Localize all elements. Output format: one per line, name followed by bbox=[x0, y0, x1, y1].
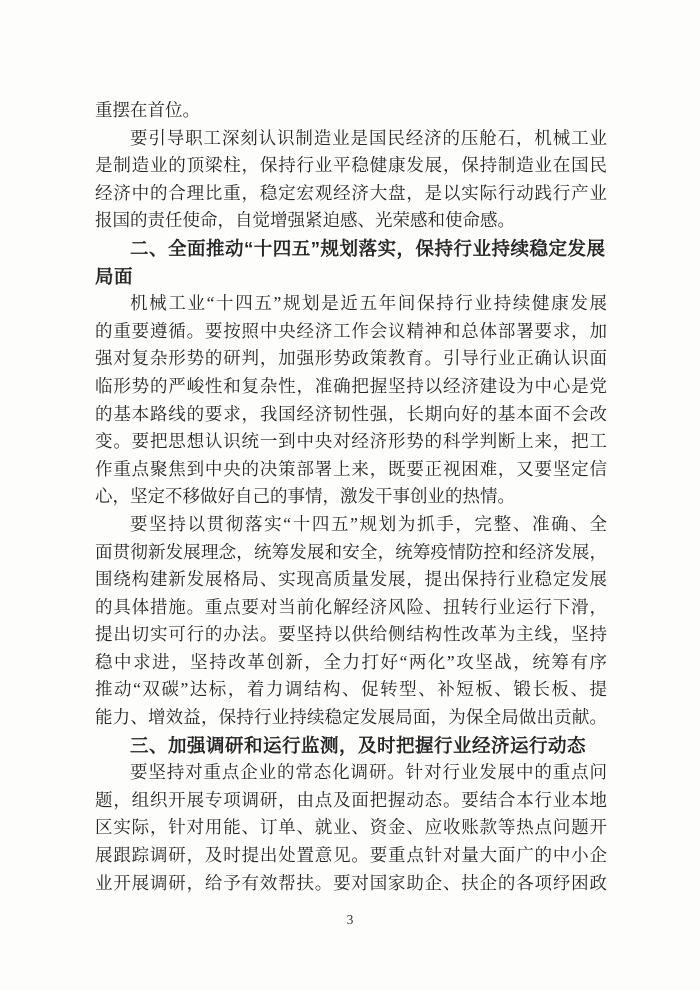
body-text-line: 围绕构建新发展格局、实现高质量发展，提出保持行业稳定发展 bbox=[95, 569, 607, 590]
body-text-line: 的基本路线的要求，我国经济韧性强，长期向好的基本面不会改 bbox=[95, 403, 607, 424]
body-text-line: 要坚持对重点企业的常态化调研。针对行业发展中的重点问 bbox=[130, 762, 607, 783]
section-heading-line: 三、加强调研和运行监测，及时把握行业经济运行动态 bbox=[130, 734, 587, 756]
body-text-line: 的具体措施。重点要对当前化解经济风险、扭转行业运行下滑， bbox=[95, 596, 607, 617]
body-text-line: 区实际，针对用能、订单、就业、资金、应收账款等热点问题开 bbox=[95, 817, 607, 838]
body-text-line: 变。要把思想认识统一到中央对经济形势的科学判断上来，把工 bbox=[95, 431, 607, 452]
body-text-line: 展跟踪调研，及时提出处置意见。要重点针对量大面广的中小企 bbox=[95, 845, 607, 866]
body-text-line: 作重点聚焦到中央的决策部署上来，既要正视困难，又要坚定信 bbox=[95, 458, 607, 479]
body-text-line: 心，坚定不移做好自己的事情，激发干事创业的热情。 bbox=[95, 486, 515, 507]
body-text-line: 提出切实可行的办法。要坚持以供给侧结构性改革为主线，坚持 bbox=[95, 624, 607, 645]
body-text-line: 重摆在首位。 bbox=[95, 100, 200, 120]
section-heading-line: 二、全面推动“十四五”规划落实，保持行业持续稳定发展 bbox=[130, 237, 606, 259]
body-text-line: 机械工业“十四五”规划是近五年间保持行业持续健康发展 bbox=[130, 293, 607, 314]
body-text-line: 能力、增效益，保持行业持续稳定发展局面，为保全局做出贡献。 bbox=[95, 707, 607, 728]
body-text-line: 业开展调研，给予有效帮扶。要对国家助企、扶企的各项纾困政 bbox=[95, 872, 607, 893]
body-text-line: 的重要遵循。要按照中央经济工作会议精神和总体部署要求，加 bbox=[95, 320, 607, 341]
section-heading-line: 局面 bbox=[95, 265, 134, 287]
body-text-line: 报国的责任使命，自觉增强紧迫感、光荣感和使命感。 bbox=[95, 210, 515, 231]
body-text-line: 是制造业的顶梁柱，保持行业平稳健康发展，保持制造业在国民 bbox=[95, 155, 607, 176]
body-text-line: 要引导职工深刻认识制造业是国民经济的压舱石，机械工业 bbox=[130, 127, 607, 148]
page-number: 3 bbox=[346, 912, 354, 927]
body-text-line: 面贯彻新发展理念，统筹发展和安全，统筹疫情防控和经济发展， bbox=[95, 541, 607, 562]
body-text-line: 推动“双碳”达标，着力调结构、促转型、补短板、锻长板、提 bbox=[95, 679, 607, 700]
body-text-line: 题，组织开展专项调研，由点及面把握动态。要结合本行业本地 bbox=[95, 789, 607, 810]
body-text-line: 要坚持以贯彻落实“十四五”规划为抓手，完整、准确、全 bbox=[130, 513, 607, 534]
body-text-line: 强对复杂形势的研判，加强形势政策教育。引导行业正确认识面 bbox=[95, 348, 607, 369]
body-text-line: 经济中的合理比重，稳定宏观经济大盘，是以实际行动践行产业 bbox=[95, 182, 607, 203]
body-text-line: 临形势的严峻性和复杂性，准确把握坚持以经济建设为中心是党 bbox=[95, 375, 607, 396]
document-text-column bbox=[95, 97, 607, 897]
body-text-line: 稳中求进，坚持改革创新，全力打好“两化”攻坚战，统筹有序 bbox=[95, 651, 607, 672]
